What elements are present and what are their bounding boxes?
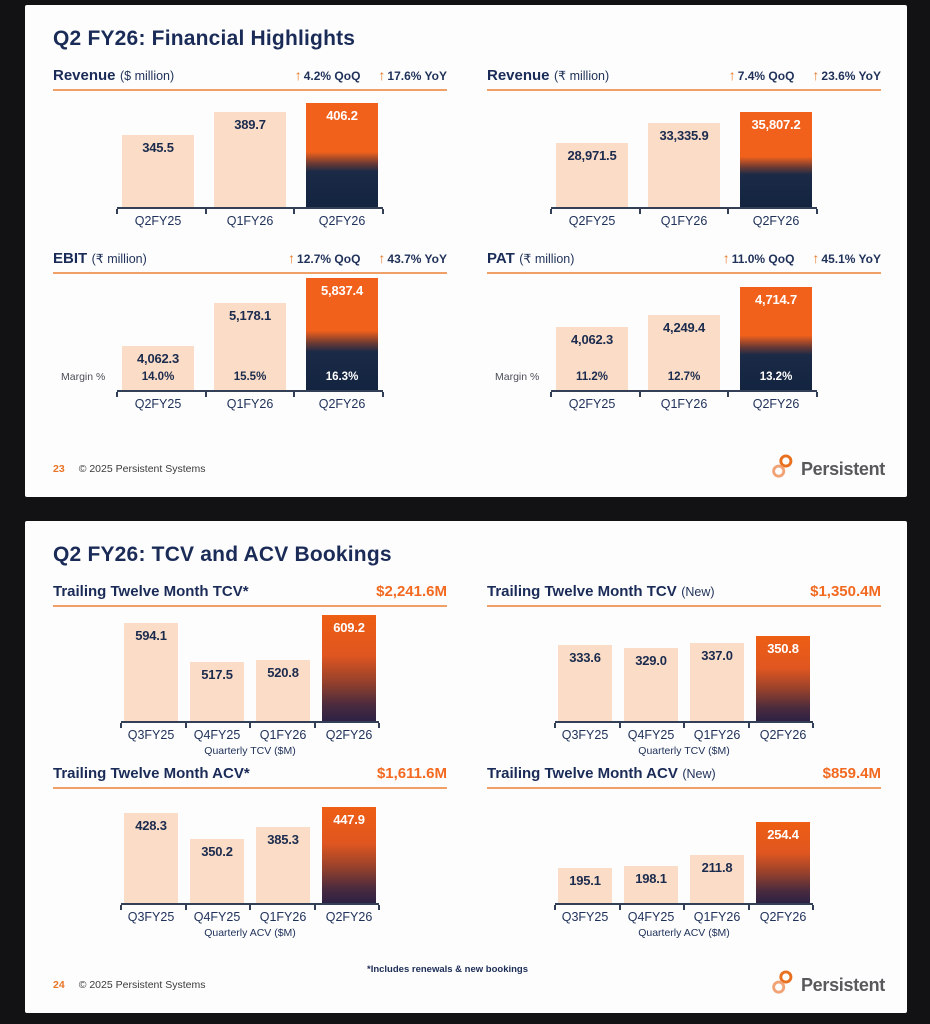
growth-stats	[295, 67, 447, 83]
category-label: Q1FY26	[660, 397, 708, 411]
category-label: Q3FY25	[561, 728, 609, 742]
bar-value-label: 195.1	[569, 873, 601, 888]
bar-value-label: 447.9	[333, 812, 365, 827]
up-arrow-icon: ↑	[378, 250, 386, 266]
chart-revenue-inr	[487, 67, 881, 228]
logo-wordmark: Persistent	[800, 974, 885, 995]
x-axis-label: Quarterly ACV ($M)	[204, 927, 296, 939]
x-axis-label: Quarterly TCV ($M)	[204, 745, 296, 757]
yoy-stat: ↑ 17.6% YoY	[378, 67, 447, 83]
category-labels	[487, 397, 881, 411]
bar-Q2FY26	[756, 822, 810, 903]
slide-financial-highlights	[25, 5, 907, 497]
chart-ttm-acv-new	[487, 765, 881, 939]
bar-value-label: 4,062.3	[571, 332, 613, 347]
category-label: Q3FY25	[127, 728, 175, 742]
bar-value-label: 337.0	[701, 648, 733, 663]
bar-value-label: 35,807.2	[751, 117, 801, 132]
yoy-stat: ↑ 23.6% YoY	[812, 67, 881, 83]
category-label: Q2FY25	[568, 214, 616, 228]
slide-footer	[53, 969, 885, 1001]
bar-Q1FY26	[214, 303, 286, 390]
up-arrow-icon: ↑	[294, 67, 302, 83]
bar-value-label: 254.4	[767, 827, 799, 842]
x-axis	[117, 207, 383, 212]
bar-Q2FY26	[306, 278, 378, 390]
bar-Q3FY25	[558, 645, 612, 721]
bar-margin-label: 15.5%	[233, 371, 267, 383]
bar-margin-label: 12.7%	[667, 371, 701, 383]
chart-revenue-usd	[53, 67, 447, 228]
bar-Q4FY25	[190, 662, 244, 721]
margin-axis-label: Margin %	[495, 371, 540, 383]
growth-stats	[288, 250, 447, 266]
x-axis-label: Quarterly ACV ($M)	[638, 927, 730, 939]
category-label: Q2FY25	[134, 397, 182, 411]
chart-header	[53, 250, 447, 274]
plot-area	[487, 789, 881, 903]
bar-value-label: 350.2	[201, 844, 233, 859]
plot-area	[487, 274, 881, 390]
plot-area	[53, 607, 447, 721]
bar-Q1FY26	[648, 315, 720, 390]
x-axis	[121, 903, 379, 908]
category-label: Q1FY26	[226, 214, 274, 228]
category-label: Q2FY26	[752, 397, 800, 411]
x-axis	[121, 721, 379, 726]
category-label: Q4FY25	[193, 728, 241, 742]
bar-Q3FY25	[558, 868, 612, 903]
x-axis	[551, 390, 817, 395]
qoq-stat: ↑ 4.2% QoQ	[294, 67, 361, 83]
category-labels	[53, 910, 447, 924]
bar-Q2FY26	[322, 615, 376, 721]
growth-stats	[729, 67, 881, 83]
bar-value-label: 5,837.4	[321, 283, 363, 298]
bar-Q1FY26	[214, 112, 286, 207]
category-label: Q2FY26	[325, 728, 373, 742]
chart-title: Trailing Twelve Month ACV*	[53, 765, 250, 782]
bar-Q1FY26	[256, 660, 310, 721]
persistent-infinity-loop-icon	[769, 969, 796, 1001]
logo-wordmark: Persistent	[800, 458, 885, 479]
copyright-text: © 2025 Persistent Systems	[78, 463, 206, 475]
chart-header	[487, 583, 881, 607]
total-value: $1,611.6M	[376, 765, 447, 782]
category-label: Q1FY26	[226, 397, 274, 411]
category-label: Q3FY25	[561, 910, 609, 924]
category-label: Q1FY26	[259, 728, 307, 742]
category-label: Q2FY26	[318, 214, 366, 228]
bar-value-label: 4,714.7	[755, 292, 797, 307]
category-label: Q2FY26	[325, 910, 373, 924]
bar-Q1FY26	[690, 643, 744, 721]
category-label: Q1FY26	[693, 728, 741, 742]
category-label: Q1FY26	[660, 214, 708, 228]
category-labels	[53, 728, 447, 742]
chart-pat	[487, 250, 881, 411]
persistent-logo	[769, 453, 885, 485]
x-axis-label: Quarterly TCV ($M)	[638, 745, 730, 757]
bar-value-label: 389.7	[234, 117, 266, 132]
chart-ebit	[53, 250, 447, 411]
chart-header	[53, 67, 447, 91]
margin-axis-label: Margin %	[61, 371, 106, 383]
charts-grid	[25, 567, 907, 939]
chart-ttm-tcv-new	[487, 583, 881, 757]
bar-Q4FY25	[190, 839, 244, 903]
bar-Q3FY25	[124, 813, 178, 903]
slide-tcv-acv-bookings	[25, 521, 907, 1013]
bar-value-label: 4,249.4	[663, 320, 705, 335]
bar-value-label: 5,178.1	[229, 308, 271, 323]
category-label: Q2FY25	[568, 397, 616, 411]
bar-value-label: 406.2	[326, 108, 358, 123]
bar-Q2FY26	[322, 807, 376, 903]
bar-Q4FY25	[624, 648, 678, 721]
bar-Q2FY25	[122, 346, 194, 390]
chart-title: Trailing Twelve Month TCV*	[53, 583, 249, 600]
page-number: 23	[53, 463, 65, 475]
chart-ttm-acv	[53, 765, 447, 939]
up-arrow-icon: ↑	[812, 67, 820, 83]
category-labels	[487, 910, 881, 924]
chart-ttm-tcv	[53, 583, 447, 757]
copyright-text: © 2025 Persistent Systems	[78, 979, 206, 991]
up-arrow-icon: ↑	[378, 67, 386, 83]
category-label: Q2FY26	[759, 728, 807, 742]
qoq-stat: ↑ 12.7% QoQ	[288, 250, 361, 266]
bar-Q2FY26	[756, 636, 810, 721]
category-label: Q4FY25	[627, 728, 675, 742]
persistent-logo	[769, 969, 885, 1001]
chart-header	[487, 250, 881, 274]
footnote: *Includes renewals & new bookings	[367, 964, 529, 975]
plot-area	[53, 789, 447, 903]
plot-area	[53, 274, 447, 390]
bar-value-label: 609.2	[333, 620, 365, 635]
yoy-stat: ↑ 45.1% YoY	[812, 250, 881, 266]
up-arrow-icon: ↑	[812, 250, 820, 266]
x-axis	[555, 903, 813, 908]
bar-Q1FY26	[690, 855, 744, 903]
x-axis	[555, 721, 813, 726]
bar-value-label: 350.8	[767, 641, 799, 656]
bar-value-label: 345.5	[142, 140, 174, 155]
charts-grid	[25, 51, 907, 411]
total-value: $2,241.6M	[376, 583, 447, 600]
bar-value-label: 198.1	[635, 871, 667, 886]
bar-margin-label: 13.2%	[759, 371, 793, 383]
slide-title: Q2 FY26: TCV and ACV Bookings	[53, 543, 392, 566]
category-label: Q4FY25	[193, 910, 241, 924]
plot-area	[487, 607, 881, 721]
page-number: 24	[53, 979, 65, 991]
bar-value-label: 329.0	[635, 653, 667, 668]
up-arrow-icon: ↑	[722, 250, 730, 266]
chart-title: PAT (₹ million)	[487, 250, 575, 267]
chart-title: Revenue ($ million)	[53, 67, 175, 84]
category-label: Q2FY26	[318, 397, 366, 411]
slide-title: Q2 FY26: Financial Highlights	[53, 27, 356, 50]
up-arrow-icon: ↑	[288, 250, 296, 266]
bar-value-label: 28,971.5	[567, 148, 617, 163]
category-label: Q1FY26	[693, 910, 741, 924]
category-label: Q4FY25	[627, 910, 675, 924]
category-label: Q1FY26	[259, 910, 307, 924]
chart-title: Trailing Twelve Month TCV (New)	[487, 583, 715, 600]
plot-area	[487, 91, 881, 207]
category-label: Q2FY26	[759, 910, 807, 924]
bar-value-label: 517.5	[201, 667, 233, 682]
total-value: $1,350.4M	[810, 583, 881, 600]
growth-stats	[723, 250, 881, 266]
bar-margin-label: 16.3%	[325, 371, 359, 383]
bar-Q3FY25	[124, 623, 178, 721]
category-labels	[53, 397, 447, 411]
bar-margin-label: 14.0%	[141, 371, 175, 383]
chart-title: Trailing Twelve Month ACV (New)	[487, 765, 716, 782]
bar-Q2FY25	[122, 135, 194, 207]
bar-Q1FY26	[256, 827, 310, 903]
bar-value-label: 428.3	[135, 818, 167, 833]
category-label: Q2FY26	[752, 214, 800, 228]
qoq-stat: ↑ 7.4% QoQ	[728, 67, 795, 83]
chart-title: EBIT (₹ million)	[53, 250, 147, 267]
bar-Q2FY25	[556, 327, 628, 390]
x-axis	[117, 390, 383, 395]
chart-header	[53, 765, 447, 789]
persistent-infinity-loop-icon	[769, 453, 796, 485]
category-labels	[53, 214, 447, 228]
bar-value-label: 385.3	[267, 832, 299, 847]
qoq-stat: ↑ 11.0% QoQ	[722, 250, 795, 266]
x-axis	[551, 207, 817, 212]
category-labels	[487, 214, 881, 228]
category-label: Q2FY25	[134, 214, 182, 228]
up-arrow-icon: ↑	[728, 67, 736, 83]
bar-value-label: 4,062.3	[137, 351, 179, 366]
bar-value-label: 594.1	[135, 628, 167, 643]
chart-header	[53, 583, 447, 607]
total-value: $859.4M	[822, 765, 881, 782]
plot-area	[53, 91, 447, 207]
bar-Q2FY25	[556, 143, 628, 207]
bar-Q2FY26	[740, 287, 812, 390]
bar-Q4FY25	[624, 866, 678, 903]
bar-Q2FY26	[306, 103, 378, 207]
chart-title: Revenue (₹ million)	[487, 67, 610, 84]
bar-Q2FY26	[740, 112, 812, 207]
bar-value-label: 33,335.9	[659, 128, 709, 143]
chart-header	[487, 67, 881, 91]
category-labels	[487, 728, 881, 742]
yoy-stat: ↑ 43.7% YoY	[378, 250, 447, 266]
bar-Q1FY26	[648, 123, 720, 207]
slide-footer	[53, 453, 885, 485]
bar-value-label: 333.6	[569, 650, 601, 665]
bar-value-label: 211.8	[701, 860, 733, 875]
bar-value-label: 520.8	[267, 665, 299, 680]
bar-margin-label: 11.2%	[576, 371, 608, 383]
chart-header	[487, 765, 881, 789]
category-label: Q3FY25	[127, 910, 175, 924]
